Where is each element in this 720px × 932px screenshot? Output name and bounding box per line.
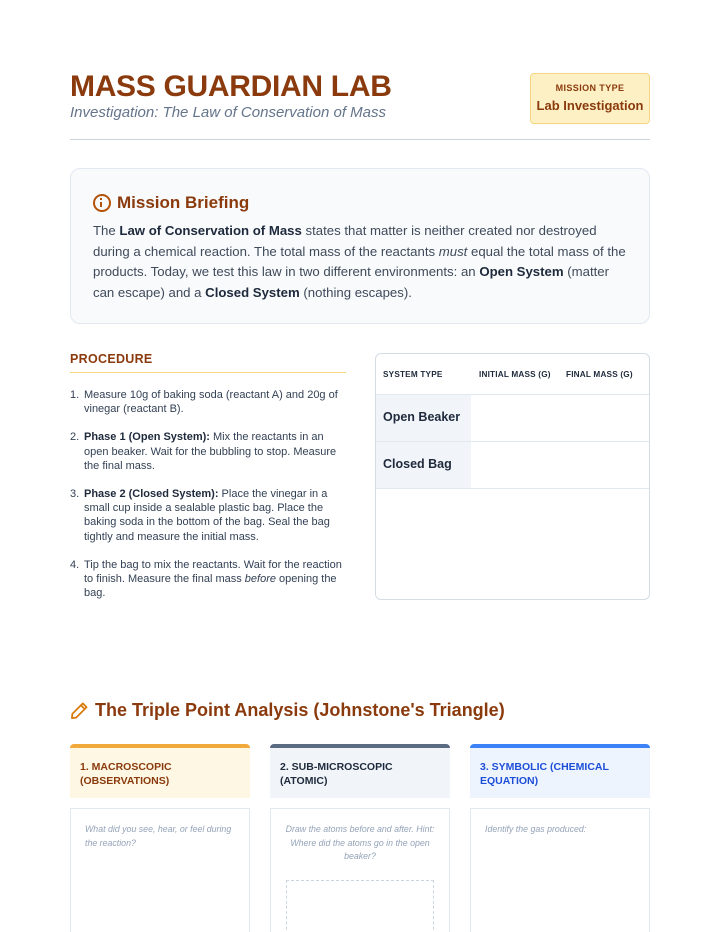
procedure-list (70, 388, 350, 614)
table-header-row (376, 354, 649, 395)
final-mass-open-beaker-cell[interactable] (560, 395, 649, 441)
column-header-system-type: SYSTEM TYPE (383, 370, 443, 379)
procedure-step: 4. Tip the bag to mix the reactants. Wait for the reaction to finish. Measure the final mass before opening the bag. (70, 558, 342, 600)
column-header-initial-mass: INITIAL MASS (G) (479, 370, 551, 379)
initial-mass-closed-bag-cell[interactable] (471, 442, 560, 488)
submicroscopic-column (270, 744, 450, 932)
final-mass-closed-bag-cell[interactable] (560, 442, 649, 488)
submicroscopic-column-title: 2. SUB-MICROSCOPIC (ATOMIC) (270, 744, 450, 798)
triple-point-header (70, 700, 505, 721)
mass-data-table (375, 353, 650, 600)
procedure-heading: PROCEDURE (70, 352, 346, 373)
symbolic-prompt: Identify the gas produced: (485, 824, 587, 834)
symbolic-column (470, 744, 650, 932)
macroscopic-prompt: What did you see, hear, or feel during the reaction? (85, 824, 232, 848)
term-law: Law of Conservation of Mass (119, 223, 302, 238)
table-row (376, 442, 649, 489)
emphasis-must: must (438, 243, 468, 259)
macroscopic-answer-box[interactable] (70, 808, 250, 932)
page-subtitle: Investigation: The Law of Conservation of Mass (70, 104, 386, 121)
page-title: MASS GUARDIAN LAB (70, 70, 392, 103)
table-row (376, 395, 649, 442)
symbolic-answer-box[interactable] (470, 808, 650, 932)
briefing-title: Mission Briefing (117, 193, 250, 212)
info-icon (93, 194, 111, 212)
triple-point-title: The Triple Point Analysis (Johnstone's Triangle) (95, 700, 505, 720)
initial-mass-open-beaker-cell[interactable] (471, 395, 560, 441)
mission-type-label: MISSION TYPE (555, 83, 625, 93)
mission-type-badge (530, 73, 650, 124)
term-closed-system: Closed System (205, 284, 300, 300)
briefing-text: The Law of Conservation of Mass states that matter is neither created nor destroyed during a chemical reaction. The total mass of the reactants must equal the total mass of the products. Today, we test this law in two different environments: an Open System (matter can escape) and a Closed System (nothing escapes). (93, 223, 626, 300)
procedure-step: 3. Phase 2 (Closed System): Place the vinegar in a small cup inside a sealable plastic bag. Place the baking soda in the bottom of the bag. Seal the bag tightly and measure the initial mass. (70, 488, 330, 543)
procedure-step: 1. Measure 10g of baking soda (reactant A) and 20g of vinegar (reactant B). (70, 389, 338, 416)
submicroscopic-prompt: Draw the atoms before and after. Hint: Where did the atoms go in the open beaker? (285, 824, 435, 861)
submicroscopic-answer-box[interactable] (270, 808, 450, 932)
row-label-closed-bag: Closed Bag (376, 442, 471, 488)
mission-type-value: Lab Investigation (536, 98, 644, 113)
macroscopic-column-title: 1. MACROSCOPIC (OBSERVATIONS) (70, 744, 250, 798)
pencil-icon (70, 701, 89, 720)
term-open-system: Open System (479, 264, 564, 279)
atom-drawing-area[interactable] (286, 880, 434, 932)
page-header (70, 70, 650, 140)
mission-briefing-card (70, 168, 650, 324)
row-label-open-beaker: Open Beaker (376, 395, 471, 441)
symbolic-column-title: 3. SYMBOLIC (CHEMICAL EQUATION) (470, 744, 650, 798)
column-header-final-mass: FINAL MASS (G) (566, 370, 633, 379)
macroscopic-column (70, 744, 250, 932)
procedure-step: 2. Phase 1 (Open System): Mix the reactants in an open beaker. Wait for the bubbling to stop. Measure the final mass. (70, 431, 337, 472)
briefing-header (93, 193, 249, 213)
